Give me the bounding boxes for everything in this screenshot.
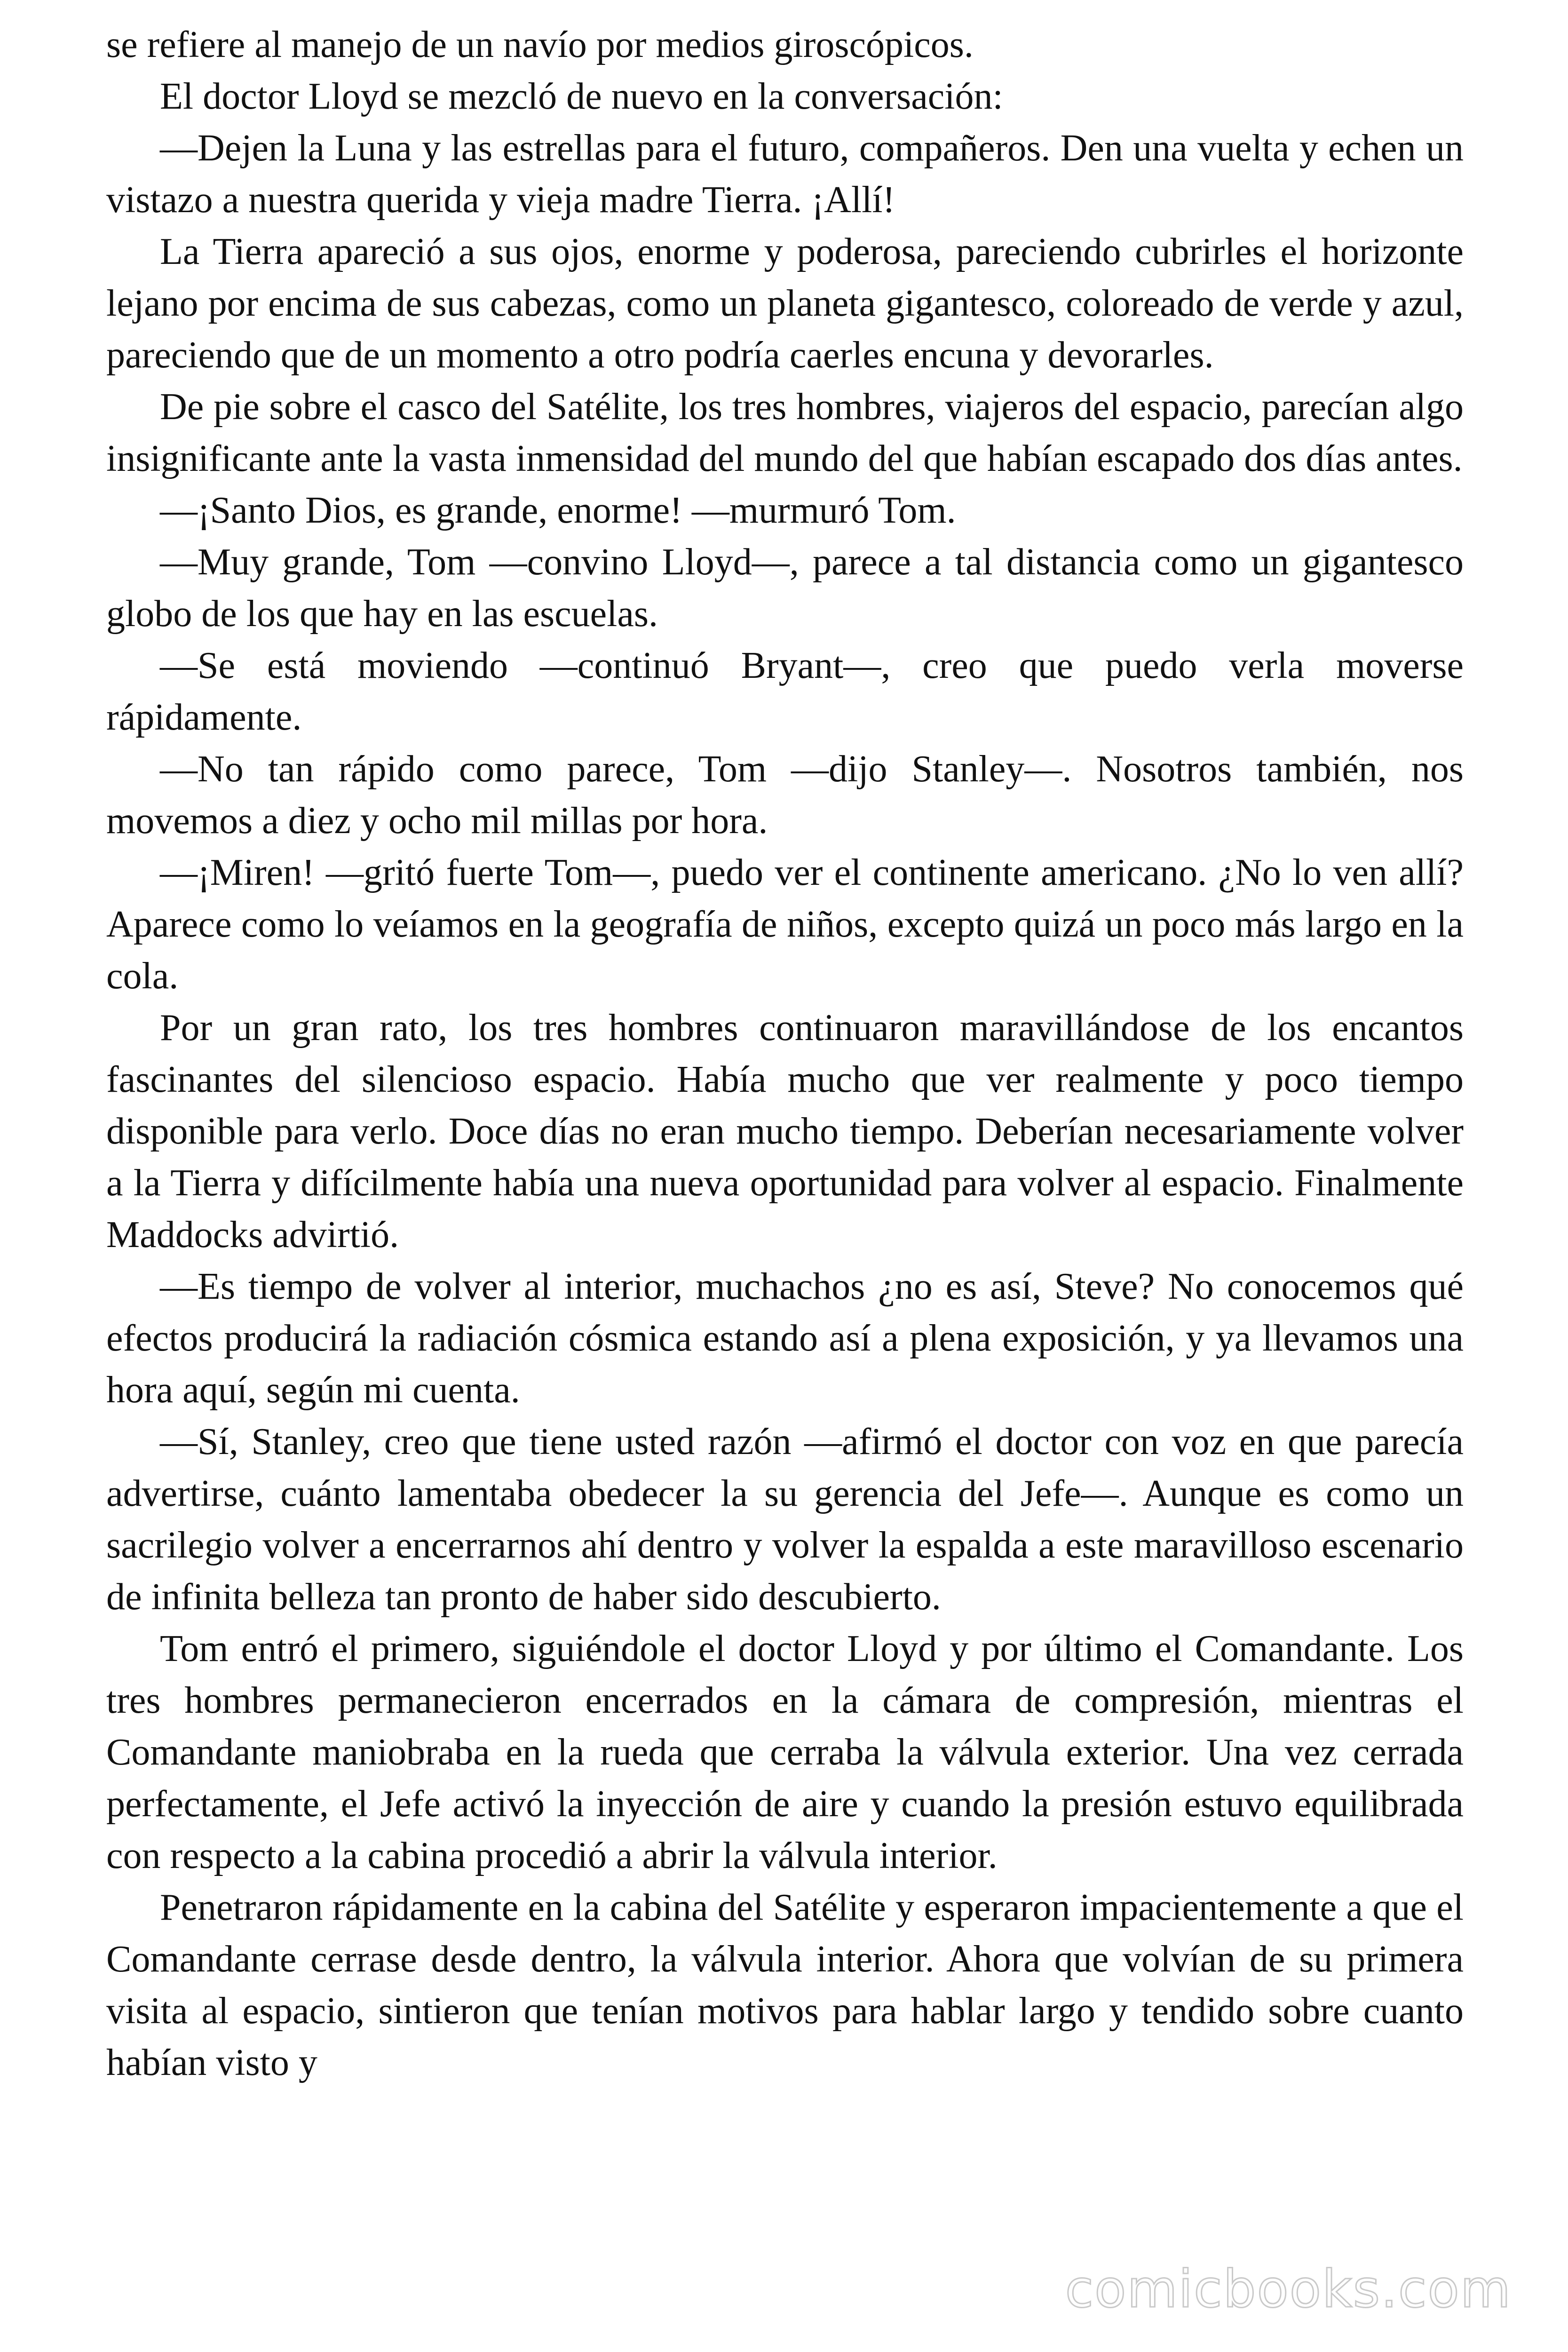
paragraph: La Tierra apareció a sus ojos, enorme y poderosa, pareciendo cubrirles el horizonte lejano por encima de sus cabezas, como un planeta gigantesco, coloreado de verde y azul, pareciendo que de un momento a otro podría caerles encuna y devorarles. (106, 231, 1464, 376)
paragraph: —Dejen la Luna y las estrellas para el futuro, compañeros. Den una vuelta y echen un vistazo a nuestra querida y vieja madre Tierra. ¡Allí! (106, 127, 1464, 221)
paragraph: —Muy grande, Tom —convino Lloyd—, parece a tal distancia como un gigantesco globo de los que hay en las escuelas. (106, 541, 1464, 635)
paragraph: —No tan rápido como parece, Tom —dijo Stanley—. Nosotros también, nos movemos a diez y ocho mil millas por hora. (106, 748, 1464, 842)
paragraph: El doctor Lloyd se mezcló de nuevo en la conversación: (160, 76, 1003, 117)
paragraph: —Sí, Stanley, creo que tiene usted razón —afirmó el doctor con voz en que parecía advertirse, cuánto lamentaba obedecer la su gerencia del Jefe—. Aunque es como un sacrilegio volver a encerrarnos ahí dentro y volver la espalda a este maravilloso escenario de infinita belleza tan pronto de haber sido descubierto. (106, 1421, 1464, 1618)
paragraph: —Se está moviendo —continuó Bryant—, creo que puedo verla moverse rápidamente. (106, 645, 1464, 738)
book-page (106, 19, 1464, 2089)
watermark: comicbooks.com (1065, 2259, 1512, 2319)
paragraph: De pie sobre el casco del Satélite, los tres hombres, viajeros del espacio, parecían algo insignificante ante la vasta inmensidad del mundo del que habían escapado dos días antes. (106, 386, 1464, 479)
paragraph: Penetraron rápidamente en la cabina del Satélite y esperaron impacientemente a que el Comandante cerrase desde dentro, la válvula interior. Ahora que volvían de su primera visita al espacio, sintieron que tenían motivos para hablar largo y tendido sobre cuanto habían visto y (106, 1887, 1464, 2083)
paragraph: —Es tiempo de volver al interior, muchachos ¿no es así, Steve? No conocemos qué efectos producirá la radiación cósmica estando así a plena exposición, y ya llevamos una hora aquí, según mi cuenta. (106, 1266, 1464, 1411)
paragraph: —¡Miren! —gritó fuerte Tom—, puedo ver el continente americano. ¿No lo ven allí? Aparece como lo veíamos en la geografía de niños, excepto quizá un poco más largo en la cola. (106, 852, 1464, 997)
paragraph: Por un gran rato, los tres hombres continuaron maravillándose de los encantos fascinantes del silencioso espacio. Había mucho que ver realmente y poco tiempo disponible para verlo. Doce días no eran mucho tiempo. Deberían necesariamente volver a la Tierra y difícilmente había una nueva oportunidad para volver al espacio. Finalmente Maddocks advirtió. (106, 1007, 1464, 1255)
paragraph: se refiere al manejo de un navío por medios giroscópicos. (106, 24, 974, 65)
paragraph: Tom entró el primero, siguiéndole el doctor Lloyd y por último el Comandante. Los tres hombres permanecieron encerrados en la cámara de compresión, mientras el Comandante maniobraba en la rueda que cerraba la válvula exterior. Una vez cerrada perfectamente, el Jefe activó la inyección de aire y cuando la presión estuvo equilibrada con respecto a la cabina procedió a abrir la válvula interior. (106, 1628, 1464, 1876)
paragraph: —¡Santo Dios, es grande, enorme! —murmuró Tom. (160, 490, 956, 531)
